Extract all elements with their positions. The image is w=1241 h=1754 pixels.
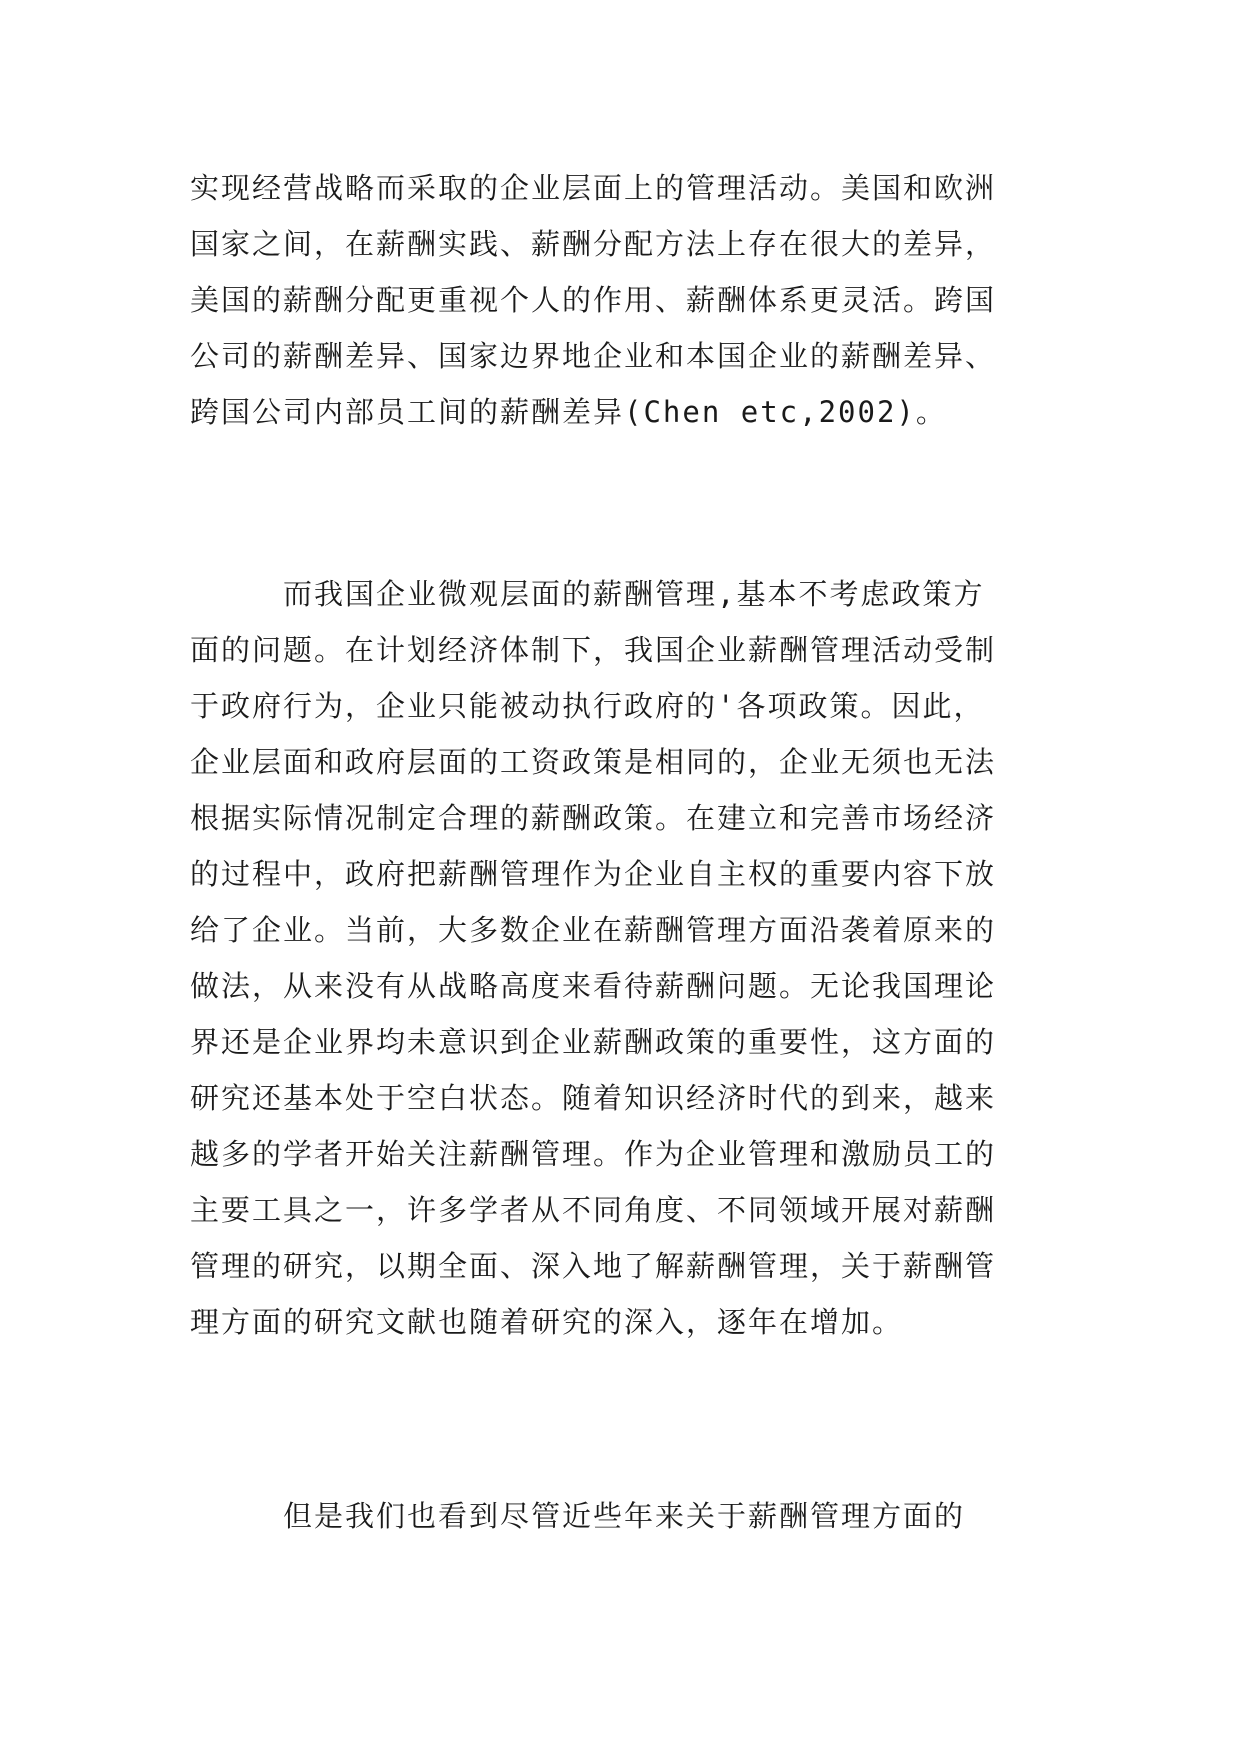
text-line: 管理的研究，以期全面、深入地了解薪酬管理，关于薪酬管 (190, 1249, 997, 1283)
text-line: 理方面的研究文献也随着研究的深入，逐年在增加。 (190, 1305, 904, 1339)
text-line: 实现经营战略而采取的企业层面上的管理活动。美国和欧洲 (190, 171, 997, 205)
text-line: 跨国公司内部员工间的薪酬差异(Chen etc,2002)。 (190, 395, 947, 429)
text-line: 公司的薪酬差异、国家边界地企业和本国企业的薪酬差异、 (190, 339, 997, 373)
text-line: 做法，从来没有从战略高度来看待薪酬问题。无论我国理论 (190, 969, 997, 1003)
text-line: 界还是企业界均未意识到企业薪酬政策的重要性，这方面的 (190, 1025, 997, 1059)
text-line: 研究还基本处于空白状态。随着知识经济时代的到来，越来 (190, 1081, 997, 1115)
text-line: 的过程中，政府把薪酬管理作为企业自主权的重要内容下放 (190, 857, 997, 891)
text-line: 于政府行为，企业只能被动执行政府的'各项政策。因此， (190, 689, 985, 723)
text-line: 但是我们也看到尽管近些年来关于薪酬管理方面的 (190, 1499, 966, 1533)
text-line: 面的问题。在计划经济体制下，我国企业薪酬管理活动受制 (190, 633, 997, 667)
text-line: 而我国企业微观层面的薪酬管理,基本不考虑政策方 (190, 577, 985, 611)
text-line: 国家之间，在薪酬实践、薪酬分配方法上存在很大的差异， (190, 227, 997, 261)
paragraph-3 (190, 1488, 1070, 1544)
paragraph-2 (190, 566, 1070, 1350)
text-line: 越多的学者开始关注薪酬管理。作为企业管理和激励员工的 (190, 1137, 997, 1171)
text-line: 给了企业。当前，大多数企业在薪酬管理方面沿袭着原来的 (190, 913, 997, 947)
text-line: 企业层面和政府层面的工资政策是相同的，企业无须也无法 (190, 745, 997, 779)
text-line: 主要工具之一，许多学者从不同角度、不同领域开展对薪酬 (190, 1193, 997, 1227)
paragraph-1 (190, 160, 1070, 440)
text-line: 根据实际情况制定合理的薪酬政策。在建立和完善市场经济 (190, 801, 997, 835)
text-line: 美国的薪酬分配更重视个人的作用、薪酬体系更灵活。跨国 (190, 283, 997, 317)
